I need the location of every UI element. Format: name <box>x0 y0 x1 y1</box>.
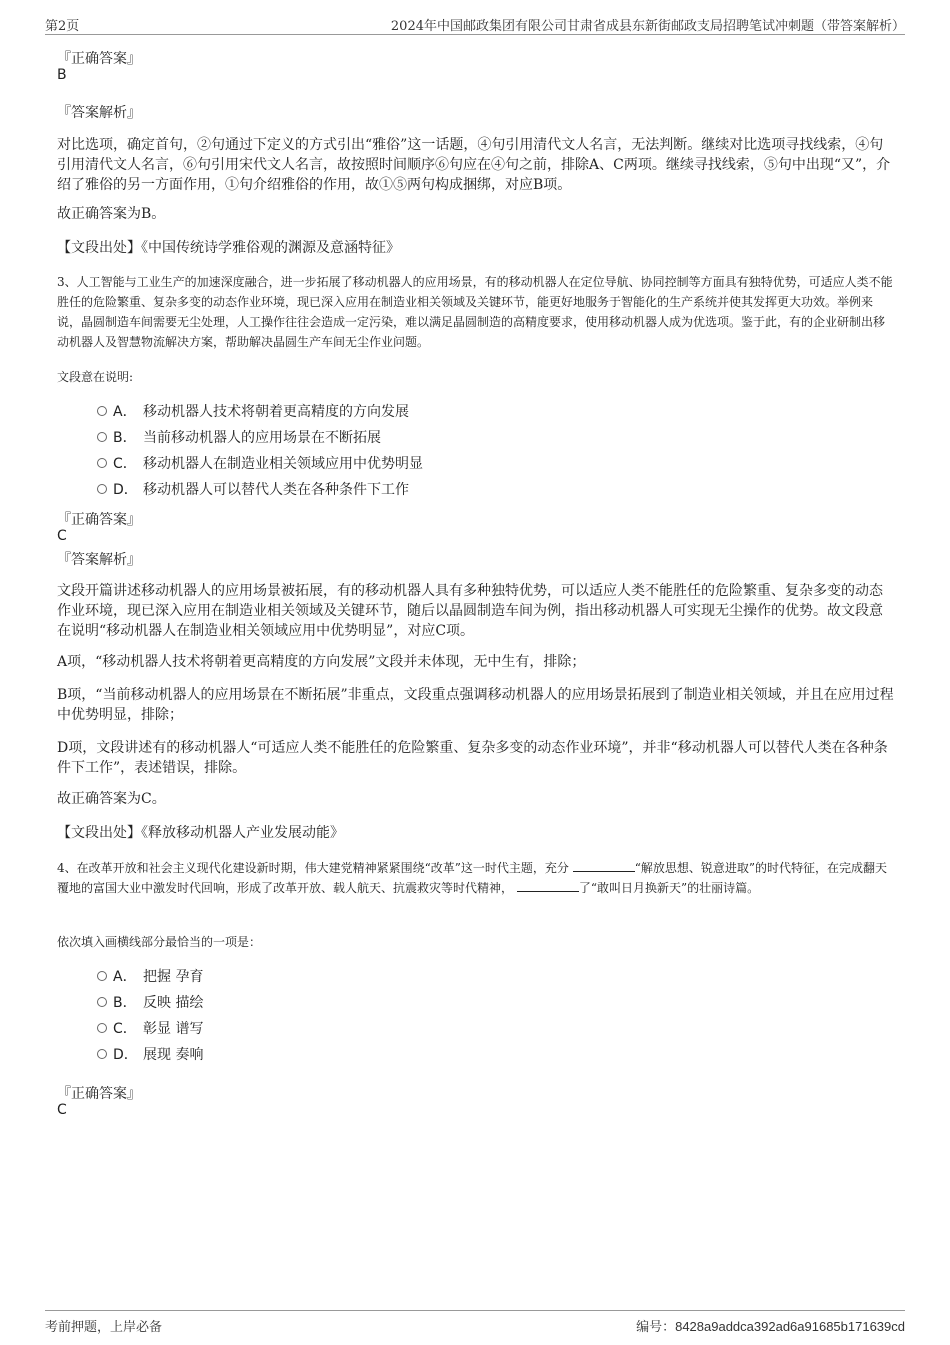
q4-option-b[interactable]: B． 反映 描绘 <box>97 993 203 1013</box>
radio-icon[interactable] <box>97 432 107 442</box>
q3-analysis: 文段开篇讲述移动机器人的应用场景被拓展，有的移动机器人具有多种独特优势，可以适应人类不能胜任的危险繁重、复杂多变的动态作业环境，现已深入应用在制造业相关领域及关键环节，随后以晶圆制造车间为例，指出移动机器人可实现无尘操作的优势。故文段意在说明“移动机器人在制造业相关领域应用中优势明显”，对应C项。 <box>57 583 883 639</box>
footer-code: 编号：8428a9addca392ad6a91685b171639cd <box>636 1319 905 1335</box>
q2-analysis: 对比选项，确定首句，②句通过下定义的方式引出“雅俗”这一话题，④句引用清代文人名言，无法判断。继续对比选项寻找线索，④句引用清代文人名言，⑥句引用宋代文人名言，故按照时间顺序⑥句应在④句之前，排除A、C两项。继续寻找线索，⑤句中出现“又”，介绍了雅俗的另一方面作用，①句介绍雅俗的作用，故①⑤两句构成捆绑，对应B项。 <box>57 137 891 193</box>
q4-prompt: 依次填入画横线部分最恰当的一项是： <box>57 935 262 949</box>
q3-source: 【文段出处】《释放移动机器人产业发展动能》 <box>57 825 344 841</box>
q3-conclusion: 故正确答案为C。 <box>57 791 166 807</box>
radio-icon[interactable] <box>97 406 107 416</box>
footer-slogan: 考前押题，上岸必备 <box>45 1320 163 1335</box>
q3-analysis-b: B项，“当前移动机器人的应用场景在不断拓展”非重点，文段重点强调移动机器人的应用场景拓展到了制造业相关领域，并且在应用过程中优势明显，排除； <box>57 687 894 723</box>
q2-analysis-label: 『答案解析』 <box>57 105 141 121</box>
q3-stem: 3、人工智能与工业生产的加速深度融合，进一步拓展了移动机器人的应用场景，有的移动机器人在定位导航、协同控制等方面具有独特优势，可适应人类不能胜任的危险繁重、复杂多变的动态作业环境，现已深入应用在制造业相关领域及关键环节，能更好地服务于智能化的生产系统并使其发挥更大功效。举例来说，晶圆制造车间需要无尘处理，人工操作往往会造成一定污染，难以满足晶圆制造的高精度要求，使用移动机器人成为优选项。鉴于此，有的企业研制出移动机器人及智慧物流解决方案，帮助解决晶圆生产车间无尘作业问题。 <box>57 275 893 349</box>
q2-conclusion: 故正确答案为B。 <box>57 206 166 222</box>
q3-option-b[interactable]: B． 当前移动机器人的应用场景在不断拓展 <box>97 428 381 448</box>
q4-stem: 4、在改革开放和社会主义现代化建设新时期，伟大建党精神紧紧围绕“改革”这一时代主题，充分 “解放思想、锐意进取”的时代特征，在完成翻天覆地的富国大业中激发时代回响，形成了改革开放、载人航天、抗震救灾等时代精神， 了“敢叫日月换新天”的壮丽诗篇。 <box>57 861 888 895</box>
radio-icon[interactable] <box>97 1023 107 1033</box>
radio-icon[interactable] <box>97 971 107 981</box>
q3-analysis-label: 『答案解析』 <box>57 552 141 568</box>
q4-answer-label: 『正确答案』 <box>57 1086 141 1102</box>
q3-option-c[interactable]: C． 移动机器人在制造业相关领域应用中优势明显 <box>97 454 423 474</box>
radio-icon[interactable] <box>97 484 107 494</box>
radio-icon[interactable] <box>97 458 107 468</box>
q4-answer: C <box>57 1102 67 1118</box>
q2-answer: B <box>57 67 67 83</box>
page-header <box>45 12 905 35</box>
radio-icon[interactable] <box>97 997 107 1007</box>
q3-option-d[interactable]: D． 移动机器人可以替代人类在各种条件下工作 <box>97 480 409 500</box>
document-title: 2024年中国邮政集团有限公司甘肃省成县东新街邮政支局招聘笔试冲刺题（带答案解析） <box>390 19 905 34</box>
q3-analysis-a: A项，“移动机器人技术将朝着更高精度的方向发展”文段并未体现，无中生有，排除； <box>57 654 586 670</box>
fill-blank-2[interactable] <box>517 879 579 892</box>
q4-option-a[interactable]: A． 把握 孕育 <box>97 967 203 987</box>
q3-answer-label: 『正确答案』 <box>57 512 141 528</box>
q3-answer: C <box>57 528 67 544</box>
q3-analysis-d: D项，文段讲述有的移动机器人“可适应人类不能胜任的危险繁重、复杂多变的动态作业环境”，并非“移动机器人可以替代人类在各种条件下工作”，表述错误，排除。 <box>57 740 888 776</box>
q4-option-d[interactable]: D． 展现 奏响 <box>97 1045 203 1065</box>
fill-blank-1[interactable] <box>573 859 635 872</box>
q3-prompt: 文段意在说明: <box>57 370 134 384</box>
q4-option-c[interactable]: C． 彰显 谱写 <box>97 1019 203 1039</box>
page-footer <box>45 1310 905 1335</box>
radio-icon[interactable] <box>97 1049 107 1059</box>
q3-option-a[interactable]: A． 移动机器人技术将朝着更高精度的方向发展 <box>97 402 409 422</box>
q2-answer-label: 『正确答案』 <box>57 51 141 67</box>
page-number: 第2页 <box>45 19 80 34</box>
q2-source: 【文段出处】《中国传统诗学雅俗观的渊源及意涵特征》 <box>57 240 400 256</box>
